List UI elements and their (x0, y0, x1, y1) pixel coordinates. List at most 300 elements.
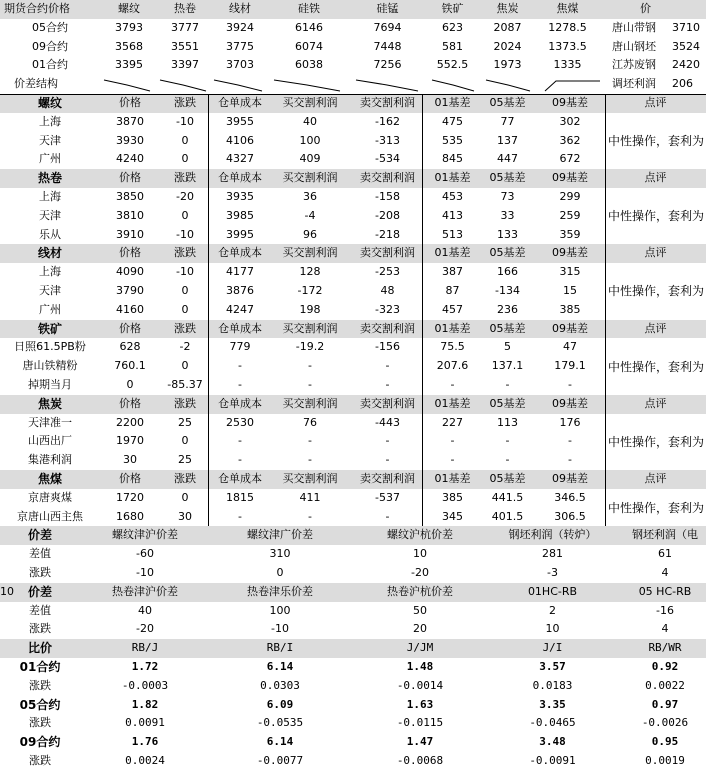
section-value: 0 (181, 490, 189, 504)
section-value: 166 (497, 265, 518, 279)
section-value: 3850 (116, 190, 144, 203)
section-name: 铁矿 (37, 321, 62, 336)
strategy-comment: 中性操作，套利为 (608, 500, 705, 515)
section-column-header: 仓单成本 (218, 96, 262, 109)
ratio-column-header: J/I (542, 641, 563, 655)
section-column-header: 卖交割利润 (360, 396, 415, 410)
strategy-comment: 中性操作，套利为 (608, 434, 705, 449)
futures-header-5: 硅锰 (376, 2, 399, 15)
spread-row-label: 涨跌 (29, 566, 51, 579)
section-value: 475 (442, 114, 463, 128)
ratio-row (0, 714, 706, 733)
section-value: 1970 (116, 434, 144, 448)
ratio-value: 3.35 (539, 697, 566, 711)
location-label: 集港利润 (28, 453, 72, 467)
section-value: 1720 (116, 490, 144, 504)
futures-value: 3395 (115, 58, 143, 72)
strategy-comment: 中性操作，套利为 (608, 284, 705, 299)
grid-line (0, 94, 706, 95)
spot-value: 2420 (672, 58, 700, 72)
spread-value: 281 (542, 547, 563, 561)
location-label: 山西出厂 (28, 434, 72, 448)
ratio-column-header: RB/J (131, 641, 159, 655)
grid-line (605, 94, 606, 526)
section-column-header: 点评 (644, 472, 667, 485)
location-label: 上海 (39, 114, 61, 128)
section-data-row (0, 188, 706, 207)
futures-header-3: 线材 (229, 2, 251, 15)
section-column-header: 涨跌 (174, 472, 196, 485)
section-value: 513 (442, 227, 463, 241)
ratio-row (0, 658, 706, 677)
section-value: 306.5 (554, 509, 586, 523)
ratio-value: 0.0024 (125, 754, 165, 767)
futures-header-8: 焦煤 (556, 2, 579, 15)
section-value: 128 (299, 265, 321, 279)
section-value: 2530 (226, 415, 254, 429)
section-column-header: 涨跌 (174, 396, 196, 410)
spread-structure-line (545, 77, 600, 93)
ratio-value: -0.0026 (641, 716, 689, 730)
futures-value: 6146 (295, 20, 323, 34)
spread-value: 40 (138, 603, 152, 617)
section-data-row (0, 282, 706, 301)
section-column-header: 点评 (644, 246, 667, 260)
section-value: 179.1 (554, 359, 586, 373)
contract-label: 05合约 (19, 697, 61, 712)
section-value: - (308, 359, 312, 373)
section-value: -134 (495, 284, 520, 297)
spread-value: -10 (136, 566, 154, 579)
section-value: 387 (442, 265, 463, 279)
ratio-value: 0.97 (651, 697, 679, 711)
futures-value: 6074 (295, 39, 323, 53)
ratio-value: 0.95 (651, 735, 679, 749)
section-column-header: 仓单成本 (218, 171, 262, 185)
section-name: 焦炭 (37, 396, 62, 411)
section-value: - (385, 509, 390, 523)
section-value: 5 (504, 340, 511, 354)
section-value: 628 (119, 340, 141, 354)
spread-structure-line (486, 77, 530, 93)
section-column-header: 仓单成本 (218, 246, 262, 260)
section-value: 198 (299, 302, 321, 316)
section-column-header: 09基差 (552, 246, 588, 260)
futures-value: 3551 (171, 39, 199, 53)
section-column-header: 仓单成本 (218, 396, 262, 410)
spread-value: -60 (136, 547, 154, 561)
section-value: 3876 (226, 284, 254, 297)
section-value: 48 (380, 284, 395, 297)
section-column-header: 05基差 (489, 246, 526, 260)
section-value: - (385, 359, 390, 373)
section-value: 2200 (116, 415, 144, 429)
section-value: 4160 (116, 302, 144, 316)
section-data-row (0, 150, 706, 169)
section-value: 73 (500, 190, 515, 203)
spread1-row (0, 545, 706, 564)
section-value: 30 (123, 453, 137, 467)
section-column-header: 09基差 (552, 96, 588, 109)
section-data-row (0, 357, 706, 376)
section-value: - (568, 378, 572, 391)
section-header-row (0, 169, 706, 188)
section-column-header: 01基差 (434, 321, 471, 335)
ratio-column-header: RB/WR (648, 641, 682, 655)
futures-value: 3775 (226, 39, 254, 53)
section-header-row (0, 470, 706, 489)
section-value: 87 (445, 284, 460, 297)
spread-value: 50 (413, 603, 427, 617)
section-value: 3790 (116, 284, 144, 297)
section-column-header: 05基差 (489, 396, 526, 410)
spread-value: 61 (658, 547, 672, 561)
spread2-row (0, 620, 706, 639)
change-label: 涨跌 (29, 716, 51, 730)
spread-column-header: 螺纹沪杭价差 (387, 528, 453, 542)
section-value: 0 (126, 378, 134, 391)
section-value: 4247 (226, 302, 254, 316)
spread-value: 2 (549, 603, 556, 617)
spread-column-header: 热卷津乐价差 (247, 584, 313, 598)
section-value: 845 (442, 152, 463, 166)
section-value: 4090 (116, 265, 144, 279)
section-value: - (238, 378, 242, 391)
section-value: 401.5 (491, 509, 524, 523)
spread-value: 100 (269, 603, 291, 617)
section-value: -20 (176, 190, 194, 203)
section-value: 96 (303, 227, 317, 241)
section-column-header: 买交割利润 (282, 396, 338, 410)
spread-structure-line (104, 77, 150, 93)
spread1-row (0, 564, 706, 583)
spread-row-label: 差值 (29, 547, 51, 561)
ratio-value: -0.0068 (396, 754, 444, 767)
section-value: 113 (497, 415, 518, 429)
section-header-row (0, 244, 706, 263)
section-name: 焦煤 (37, 472, 62, 486)
section-value: 413 (442, 208, 463, 222)
spread-structure-line (160, 77, 206, 93)
section-value: 3935 (226, 190, 254, 203)
spread-value: -20 (411, 566, 429, 579)
futures-value: 2087 (493, 20, 522, 34)
section-column-header: 01基差 (434, 96, 471, 109)
futures-value: 1278.5 (548, 20, 587, 34)
spread-column-header: 热卷津沪价差 (112, 584, 178, 598)
location-label: 乐从 (39, 227, 61, 241)
ratio-value: 0.0183 (532, 678, 573, 692)
ratio-value: 1.76 (131, 735, 159, 749)
section-value: 4177 (226, 265, 254, 279)
ratio-value: -0.0535 (256, 716, 304, 730)
section-data-row (0, 338, 706, 357)
section-column-header: 卖交割利润 (360, 472, 415, 485)
spread-value: 0 (276, 566, 284, 579)
section-value: 346.5 (554, 490, 586, 504)
section-value: 345 (442, 509, 463, 523)
ratio-value: 1.48 (406, 660, 434, 673)
ratio-value: 1.47 (406, 735, 434, 749)
section-value: - (238, 434, 242, 448)
section-value: 3985 (226, 208, 254, 222)
futures-header-label: 期货合约价格 (4, 2, 70, 15)
spread1-header-row (0, 526, 706, 545)
change-label: 涨跌 (29, 754, 51, 767)
section-value: 137.1 (491, 359, 524, 373)
ratio-column-header: J/JM (406, 641, 434, 655)
spot-header: 价 (640, 2, 651, 15)
futures-value: 3793 (115, 20, 143, 34)
spot-value: 206 (672, 77, 693, 91)
section-column-header: 买交割利润 (282, 96, 338, 109)
futures-value: 1335 (553, 58, 582, 72)
ratio-value: 0.0022 (645, 678, 685, 692)
section-column-header: 01基差 (434, 246, 471, 260)
section-column-header: 价格 (119, 396, 141, 410)
spread-row-label: 涨跌 (29, 622, 51, 636)
ratio-value: 0.0019 (645, 754, 685, 767)
spread-value: 10 (413, 547, 427, 561)
section-value: -85.37 (167, 378, 203, 391)
section-column-header: 05基差 (489, 96, 526, 109)
section-value: 236 (497, 302, 518, 316)
location-label: 广州 (39, 302, 61, 316)
location-label: 掉期当月 (28, 378, 72, 391)
section-value: 3930 (116, 133, 144, 147)
spread-column-header: 01HC-RB (527, 584, 578, 598)
section-value: 385 (442, 490, 463, 504)
spread-row-label: 差值 (29, 603, 51, 617)
section-column-header: 卖交割利润 (360, 96, 415, 109)
section-value: -2 (179, 340, 191, 354)
ratio-row (0, 696, 706, 715)
section-value: -162 (375, 114, 400, 128)
spot-label: 江苏废钢 (612, 58, 656, 72)
spot-label: 唐山带钢 (612, 20, 656, 34)
section-value: - (505, 378, 510, 391)
futures-value: 581 (442, 39, 463, 53)
location-label: 天津 (39, 208, 61, 222)
section-value: 535 (442, 133, 463, 147)
futures-value: 3777 (171, 20, 199, 34)
section-column-header: 买交割利润 (282, 321, 338, 335)
section-column-header: 买交割利润 (282, 472, 338, 485)
spread-column-header: 螺纹津广价差 (247, 528, 313, 542)
section-value: 25 (178, 453, 192, 467)
futures-header-row (0, 0, 706, 19)
section-data-row (0, 451, 706, 470)
section-value: -218 (375, 227, 400, 241)
futures-row (0, 38, 706, 57)
section-value: -534 (375, 152, 400, 166)
section-value: - (238, 453, 242, 467)
section-value: - (450, 453, 455, 467)
ratio-value: 6.09 (266, 697, 294, 711)
section-column-header: 仓单成本 (218, 472, 262, 485)
spot-value: 3524 (672, 39, 700, 53)
ratio-value: 3.48 (539, 735, 566, 749)
section-name: 螺纹 (37, 96, 62, 110)
spread-value: -16 (656, 603, 674, 617)
section-value: 3995 (226, 227, 254, 241)
ratio-value: -0.0003 (121, 678, 169, 692)
spread-value: -10 (271, 622, 289, 636)
section-value: 672 (559, 152, 581, 166)
section-column-header: 09基差 (552, 472, 588, 485)
section-column-header: 09基差 (552, 321, 588, 335)
section-value: 0 (181, 208, 189, 222)
section-value: 36 (303, 190, 317, 203)
section-data-row (0, 301, 706, 320)
spread2-row (0, 602, 706, 621)
section-header-row (0, 320, 706, 339)
contract-label: 05合约 (32, 20, 68, 34)
section-value: 75.5 (440, 340, 465, 354)
section-value: 3810 (116, 208, 144, 222)
futures-header-7: 焦炭 (496, 2, 519, 15)
ratio-value: 0.0091 (125, 716, 165, 730)
section-value: - (385, 453, 390, 467)
section-column-header: 01基差 (434, 396, 471, 410)
futures-row (0, 56, 706, 75)
section-column-header: 01基差 (434, 472, 471, 485)
section-value: 207.6 (436, 359, 469, 373)
section-column-header: 买交割利润 (282, 246, 338, 260)
section-name: 热卷 (37, 171, 62, 186)
section-value: - (450, 378, 455, 391)
section-column-header: 09基差 (552, 396, 588, 410)
futures-value: 7256 (373, 58, 402, 72)
section-value: - (238, 509, 242, 523)
section-value: 299 (559, 190, 581, 203)
structure-label: 价差结构 (14, 77, 58, 91)
section-value: 453 (442, 190, 463, 203)
section-data-row (0, 113, 706, 132)
section-column-header: 价格 (119, 472, 141, 485)
ratio-value: -0.0091 (529, 754, 576, 767)
ratio-value: 1.82 (131, 697, 159, 711)
section-column-header: 价格 (119, 171, 141, 185)
section-data-row (0, 226, 706, 245)
ratio-value: -0.0014 (396, 678, 444, 692)
futures-header-2: 热卷 (174, 2, 196, 15)
spread-column-header: 钢坯利润（转炉） (508, 528, 597, 542)
futures-value: 2024 (493, 39, 522, 53)
section-column-header: 涨跌 (174, 171, 196, 185)
contract-label: 01合约 (19, 660, 61, 674)
futures-value: 1973 (493, 58, 522, 72)
spot-value: 3710 (672, 20, 700, 34)
section-value: 3910 (116, 227, 144, 241)
section-value: 40 (303, 114, 317, 128)
section-value: 0 (181, 359, 189, 373)
section-value: 359 (559, 227, 581, 241)
section-value: 176 (559, 415, 581, 429)
futures-value: 3568 (115, 39, 143, 53)
section-value: -208 (375, 208, 400, 222)
section-value: - (308, 434, 312, 448)
section-column-header: 价格 (119, 246, 141, 260)
ratio-value: -0.0465 (529, 716, 576, 730)
ratio-value: -0.0077 (256, 754, 304, 767)
section-value: 3870 (116, 114, 144, 128)
section-value: - (385, 378, 390, 391)
section-value: 30 (178, 509, 192, 523)
section-value: 137 (497, 133, 518, 147)
section-value: - (505, 453, 510, 467)
spread-column-header: 10 (0, 584, 14, 598)
section-column-header: 05基差 (489, 171, 526, 185)
section-column-header: 卖交割利润 (360, 171, 415, 185)
ratio-value: -0.0115 (396, 716, 444, 730)
spot-label: 唐山钢坯 (612, 39, 656, 53)
section-value: 0 (181, 133, 189, 147)
ratio-value: 0.92 (651, 660, 679, 673)
section-value: - (505, 434, 510, 448)
section-value: 77 (500, 114, 515, 128)
ratio-value: 1.72 (131, 660, 159, 673)
section-data-row (0, 376, 706, 395)
section-column-header: 价格 (119, 321, 141, 335)
spread-value: 4 (661, 566, 669, 579)
section-value: -537 (375, 490, 400, 504)
spread-structure-line (274, 77, 340, 93)
section-value: 760.1 (114, 359, 146, 373)
spread-value: -3 (547, 566, 558, 579)
section-column-header: 涨跌 (174, 321, 196, 335)
section-value: -10 (176, 227, 194, 241)
section-value: 409 (299, 152, 321, 166)
spread-structure-line (432, 77, 474, 93)
section-value: 447 (497, 152, 518, 166)
strategy-comment: 中性操作，套利为 (608, 359, 705, 374)
location-label: 上海 (39, 265, 61, 279)
section-value: 1815 (226, 490, 254, 504)
spread-value: 10 (545, 622, 560, 636)
spread-column-header: 螺纹津沪价差 (112, 528, 178, 542)
spread-value: 4 (661, 622, 669, 636)
section-column-header: 仓单成本 (218, 321, 262, 335)
section-value: 0 (181, 284, 189, 297)
spread-column-header: 05 HC-RB (638, 584, 692, 598)
section-value: 4106 (226, 133, 254, 147)
contract-label: 09合约 (19, 735, 61, 750)
section-value: - (308, 453, 312, 467)
ratio-column-header: RB/I (266, 641, 294, 655)
section-column-header: 09基差 (552, 171, 588, 185)
section-value: -4 (304, 208, 316, 222)
section-value: 227 (442, 415, 463, 429)
futures-value: 3924 (226, 20, 254, 34)
location-label: 京唐山西主焦 (17, 509, 83, 523)
section-column-header: 涨跌 (174, 96, 196, 109)
ratio-title: 比价 (27, 641, 52, 656)
section-value: - (385, 434, 390, 448)
section-column-header: 点评 (644, 171, 667, 185)
strategy-comment: 中性操作，套利为 (608, 134, 705, 148)
futures-value: 1373.5 (548, 39, 587, 53)
spot-label: 调坯利润 (612, 77, 656, 91)
futures-value: 623 (442, 20, 463, 34)
section-header-row (0, 94, 706, 113)
section-value: - (308, 378, 312, 391)
section-data-row (0, 508, 706, 527)
ratio-row (0, 733, 706, 752)
spread-column-header: 钢坯利润（电 (632, 528, 698, 542)
section-value: 385 (559, 302, 581, 316)
grid-line (208, 94, 209, 526)
